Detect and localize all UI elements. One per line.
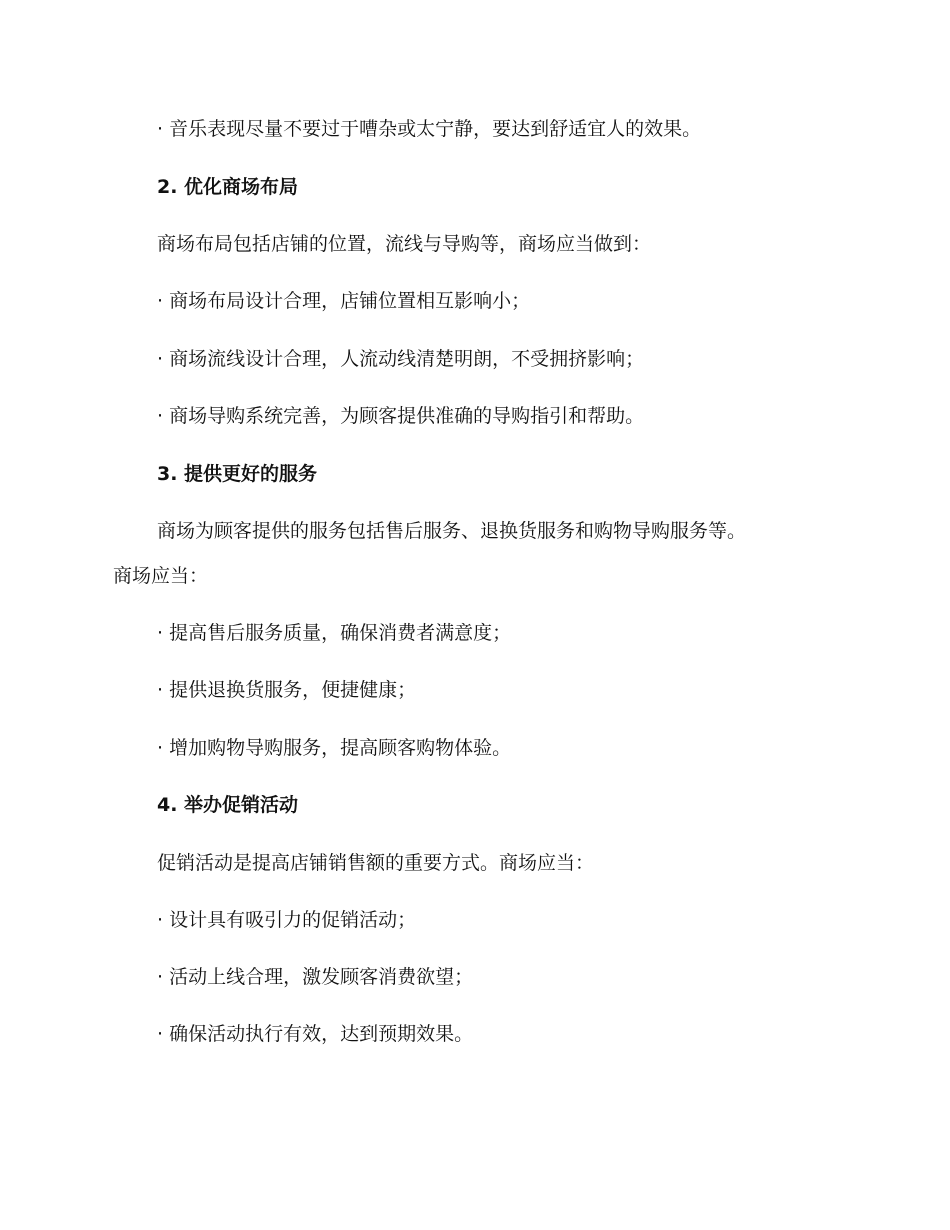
bullet-return-service: · 提供退换货服务，便捷健康； xyxy=(157,679,417,701)
paragraph-service-intro-cont: 商场应当： xyxy=(113,565,209,587)
paragraph-layout-intro: 商场布局包括店铺的位置，流线与导购等，商场应当做到： xyxy=(157,233,652,255)
heading-optimize-layout: 2. 优化商场布局 xyxy=(157,176,299,198)
bullet-attractive-promotion: · 设计具有吸引力的促销活动； xyxy=(157,909,417,931)
bullet-flow-design: · 商场流线设计合理，人流动线清楚明朗，不受拥挤影响； xyxy=(157,348,645,370)
heading-better-service: 3. 提供更好的服务 xyxy=(157,463,318,485)
bullet-guide-system: · 商场导购系统完善，为顾客提供准确的导购指引和帮助。 xyxy=(157,405,645,427)
bullet-launch-timing: · 活动上线合理，激发顾客消费欲望； xyxy=(157,966,474,988)
bullet-layout-design: · 商场布局设计合理，店铺位置相互影响小； xyxy=(157,290,531,312)
paragraph-promotion-intro: 促销活动是提高店铺销售额的重要方式。商场应当： xyxy=(157,852,595,874)
bullet-execution: · 确保活动执行有效，达到预期效果。 xyxy=(157,1023,474,1045)
heading-promotion: 4. 举办促销活动 xyxy=(157,794,299,816)
bullet-shopping-guide: · 增加购物导购服务，提高顾客购物体验。 xyxy=(157,737,512,759)
bullet-music: · 音乐表现尽量不要过于嘈杂或太宁静，要达到舒适宜人的效果。 xyxy=(157,118,702,140)
paragraph-service-intro: 商场为顾客提供的服务包括售后服务、退换货服务和购物导购服务等。 xyxy=(157,520,747,542)
bullet-aftersale-quality: · 提高售后服务质量，确保消费者满意度； xyxy=(157,622,512,644)
